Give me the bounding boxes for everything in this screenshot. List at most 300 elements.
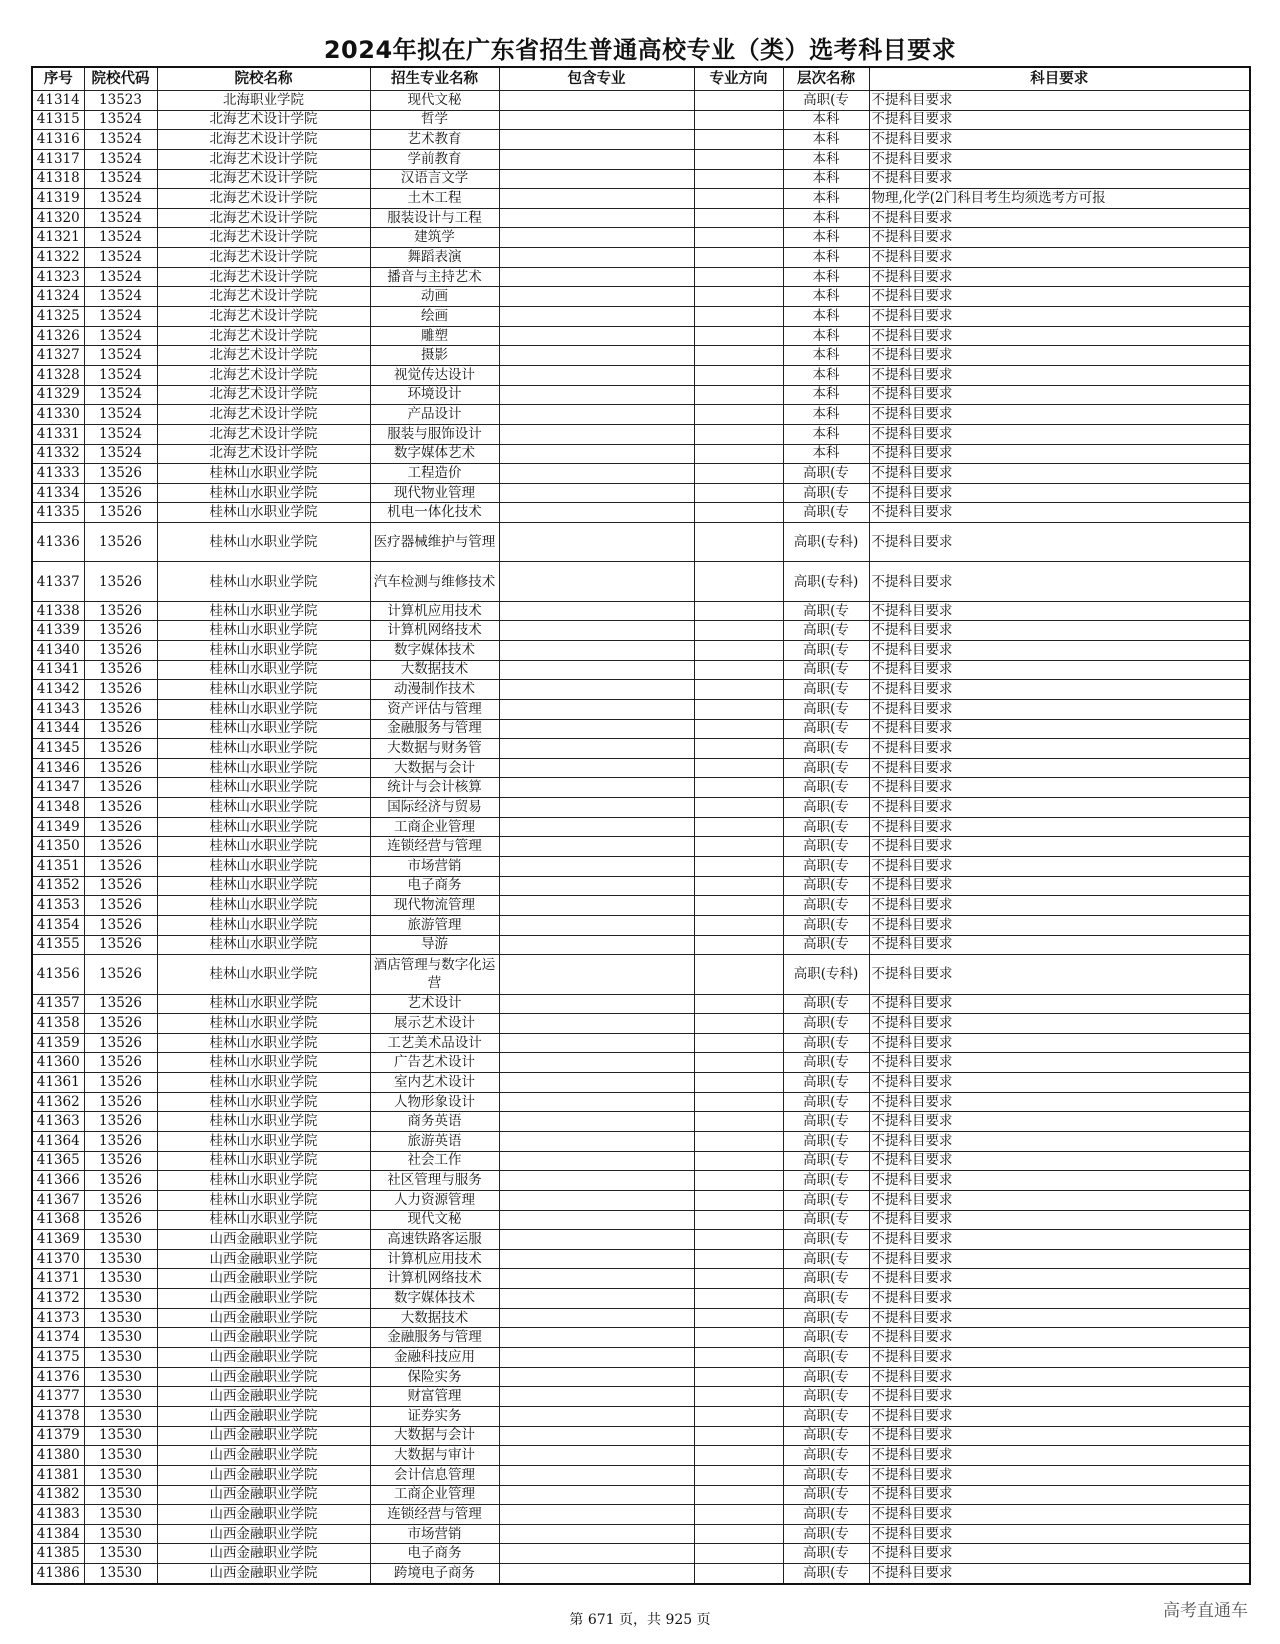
header-subject-requirement: 科目要求: [869, 67, 1250, 91]
cell-major-name: 绘画: [370, 307, 499, 327]
table-row: [32, 1112, 1250, 1132]
cell-major-name: 汽车检测与维修技术: [370, 562, 499, 601]
cell-seq: 41380: [32, 1446, 84, 1466]
cell-subject-requirement: 不提科目要求: [869, 1171, 1250, 1191]
cell-school-name: 山西金融职业学院: [157, 1446, 370, 1466]
cell-major-name: 数字媒体技术: [370, 1289, 499, 1309]
cell-major-name: 产品设计: [370, 405, 499, 425]
cell-major-direction: [694, 208, 783, 228]
table-row: [32, 91, 1250, 111]
cell-included-majors: [499, 1308, 694, 1328]
cell-subject-requirement: 不提科目要求: [869, 248, 1250, 268]
cell-subject-requirement: 不提科目要求: [869, 326, 1250, 346]
cell-school-name: 北海艺术设计学院: [157, 405, 370, 425]
cell-major-name: 计算机网络技术: [370, 621, 499, 641]
cell-major-name: 大数据与财务管: [370, 739, 499, 759]
cell-school-name: 桂林山水职业学院: [157, 1190, 370, 1210]
cell-level: 高职(专: [783, 1505, 869, 1525]
table-row: [32, 1190, 1250, 1210]
cell-school-name: 北海艺术设计学院: [157, 169, 370, 189]
table-row: [32, 1387, 1250, 1407]
cell-level: 本科: [783, 424, 869, 444]
cell-major-direction: [694, 1544, 783, 1564]
cell-school-code: 13526: [84, 798, 157, 818]
cell-subject-requirement: 不提科目要求: [869, 1367, 1250, 1387]
cell-major-name: 电子商务: [370, 876, 499, 896]
table-row: [32, 1014, 1250, 1034]
table-row: [32, 523, 1250, 562]
cell-major-name: 大数据与审计: [370, 1446, 499, 1466]
cell-seq: 41325: [32, 307, 84, 327]
cell-included-majors: [499, 1210, 694, 1230]
cell-subject-requirement: 不提科目要求: [869, 1230, 1250, 1250]
cell-level: 高职(专: [783, 1485, 869, 1505]
cell-included-majors: [499, 523, 694, 562]
cell-school-name: 北海艺术设计学院: [157, 110, 370, 130]
cell-included-majors: [499, 915, 694, 935]
cell-subject-requirement: 不提科目要求: [869, 1033, 1250, 1053]
cell-major-name: 艺术设计: [370, 994, 499, 1014]
cell-seq: 41341: [32, 660, 84, 680]
cell-included-majors: [499, 1446, 694, 1466]
cell-included-majors: [499, 935, 694, 955]
cell-major-direction: [694, 91, 783, 111]
cell-subject-requirement: 不提科目要求: [869, 208, 1250, 228]
cell-subject-requirement: 不提科目要求: [869, 1328, 1250, 1348]
cell-major-direction: [694, 424, 783, 444]
cell-school-code: 13524: [84, 307, 157, 327]
cell-subject-requirement: 不提科目要求: [869, 503, 1250, 523]
cell-major-name: 医疗器械维护与管理: [370, 523, 499, 562]
cell-school-name: 桂林山水职业学院: [157, 1132, 370, 1152]
cell-seq: 41339: [32, 621, 84, 641]
cell-school-name: 桂林山水职业学院: [157, 778, 370, 798]
cell-subject-requirement: 不提科目要求: [869, 857, 1250, 877]
cell-subject-requirement: 不提科目要求: [869, 562, 1250, 601]
cell-major-name: 现代物业管理: [370, 483, 499, 503]
cell-included-majors: [499, 464, 694, 484]
cell-level: 高职(专: [783, 1387, 869, 1407]
cell-included-majors: [499, 1112, 694, 1132]
cell-major-name: 播音与主持艺术: [370, 267, 499, 287]
table-row: [32, 955, 1250, 994]
cell-subject-requirement: 不提科目要求: [869, 1505, 1250, 1525]
cell-level: 高职(专科): [783, 562, 869, 601]
cell-included-majors: [499, 130, 694, 150]
cell-seq: 41356: [32, 955, 84, 994]
cell-seq: 41359: [32, 1033, 84, 1053]
cell-included-majors: [499, 189, 694, 209]
cell-subject-requirement: 不提科目要求: [869, 1073, 1250, 1093]
cell-school-name: 桂林山水职业学院: [157, 621, 370, 641]
cell-included-majors: [499, 1465, 694, 1485]
cell-major-direction: [694, 1485, 783, 1505]
cell-seq: 41349: [32, 817, 84, 837]
cell-major-direction: [694, 896, 783, 916]
cell-level: 高职(专: [783, 1230, 869, 1250]
cell-school-code: 13526: [84, 719, 157, 739]
cell-subject-requirement: 不提科目要求: [869, 758, 1250, 778]
cell-included-majors: [499, 1230, 694, 1250]
cell-school-name: 桂林山水职业学院: [157, 483, 370, 503]
cell-subject-requirement: 不提科目要求: [869, 307, 1250, 327]
cell-included-majors: [499, 739, 694, 759]
cell-level: 高职(专: [783, 994, 869, 1014]
cell-included-majors: [499, 346, 694, 366]
cell-seq: 41365: [32, 1151, 84, 1171]
cell-school-name: 北海职业学院: [157, 91, 370, 111]
cell-major-direction: [694, 1112, 783, 1132]
cell-included-majors: [499, 876, 694, 896]
cell-seq: 41320: [32, 208, 84, 228]
cell-subject-requirement: 不提科目要求: [869, 1426, 1250, 1446]
cell-included-majors: [499, 1092, 694, 1112]
cell-school-code: 13524: [84, 385, 157, 405]
cell-level: 高职(专: [783, 1132, 869, 1152]
header-major-name: 招生专业名称: [370, 67, 499, 91]
cell-school-code: 13526: [84, 621, 157, 641]
cell-seq: 41340: [32, 640, 84, 660]
cell-included-majors: [499, 1053, 694, 1073]
cell-school-code: 13524: [84, 267, 157, 287]
cell-major-direction: [694, 385, 783, 405]
cell-major-direction: [694, 739, 783, 759]
cell-seq: 41370: [32, 1249, 84, 1269]
cell-major-name: 跨境电子商务: [370, 1564, 499, 1584]
cell-school-name: 桂林山水职业学院: [157, 798, 370, 818]
cell-level: 本科: [783, 110, 869, 130]
cell-level: 高职(专科): [783, 955, 869, 994]
table-row: [32, 837, 1250, 857]
cell-included-majors: [499, 208, 694, 228]
cell-seq: 41376: [32, 1367, 84, 1387]
cell-subject-requirement: 不提科目要求: [869, 719, 1250, 739]
cell-school-code: 13524: [84, 346, 157, 366]
cell-major-direction: [694, 1230, 783, 1250]
cell-included-majors: [499, 1190, 694, 1210]
cell-level: 高职(专: [783, 915, 869, 935]
cell-school-name: 桂林山水职业学院: [157, 1151, 370, 1171]
table-row: [32, 326, 1250, 346]
table-row: [32, 876, 1250, 896]
cell-major-direction: [694, 248, 783, 268]
cell-subject-requirement: 不提科目要求: [869, 1014, 1250, 1034]
table-row: [32, 1269, 1250, 1289]
cell-included-majors: [499, 955, 694, 994]
cell-included-majors: [499, 601, 694, 621]
cell-major-direction: [694, 1348, 783, 1368]
cell-major-direction: [694, 562, 783, 601]
cell-major-direction: [694, 1446, 783, 1466]
table-row: [32, 287, 1250, 307]
cell-major-direction: [694, 1190, 783, 1210]
cell-included-majors: [499, 503, 694, 523]
cell-seq: 41361: [32, 1073, 84, 1093]
cell-school-name: 桂林山水职业学院: [157, 464, 370, 484]
cell-school-code: 13530: [84, 1328, 157, 1348]
cell-level: 高职(专: [783, 621, 869, 641]
cell-major-direction: [694, 857, 783, 877]
cell-major-name: 工艺美术品设计: [370, 1033, 499, 1053]
table-row: [32, 149, 1250, 169]
table-row: [32, 915, 1250, 935]
cell-school-name: 桂林山水职业学院: [157, 1033, 370, 1053]
cell-level: 高职(专: [783, 1190, 869, 1210]
cell-seq: 41372: [32, 1289, 84, 1309]
cell-school-name: 桂林山水职业学院: [157, 857, 370, 877]
cell-school-code: 13524: [84, 405, 157, 425]
cell-major-name: 哲学: [370, 110, 499, 130]
table-row: [32, 1132, 1250, 1152]
cell-subject-requirement: 不提科目要求: [869, 1210, 1250, 1230]
cell-included-majors: [499, 896, 694, 916]
cell-school-code: 13526: [84, 1210, 157, 1230]
cell-seq: 41379: [32, 1426, 84, 1446]
cell-school-name: 桂林山水职业学院: [157, 601, 370, 621]
table-row: [32, 1033, 1250, 1053]
cell-school-name: 山西金融职业学院: [157, 1465, 370, 1485]
table-row: [32, 228, 1250, 248]
cell-included-majors: [499, 1524, 694, 1544]
cell-school-name: 桂林山水职业学院: [157, 1053, 370, 1073]
header-included-majors: 包含专业: [499, 67, 694, 91]
table-row: [32, 1230, 1250, 1250]
cell-school-name: 北海艺术设计学院: [157, 307, 370, 327]
cell-level: 高职(专: [783, 699, 869, 719]
table-row: [32, 1073, 1250, 1093]
cell-major-direction: [694, 601, 783, 621]
cell-level: 高职(专: [783, 1348, 869, 1368]
table-row: [32, 817, 1250, 837]
cell-subject-requirement: 不提科目要求: [869, 267, 1250, 287]
cell-included-majors: [499, 758, 694, 778]
cell-major-direction: [694, 287, 783, 307]
cell-major-direction: [694, 1426, 783, 1446]
cell-seq: 41346: [32, 758, 84, 778]
cell-seq: 41322: [32, 248, 84, 268]
cell-included-majors: [499, 680, 694, 700]
table-row: [32, 935, 1250, 955]
cell-seq: 41331: [32, 424, 84, 444]
cell-seq: 41329: [32, 385, 84, 405]
cell-seq: 41371: [32, 1269, 84, 1289]
cell-seq: 41354: [32, 915, 84, 935]
cell-level: 高职(专: [783, 1446, 869, 1466]
cell-seq: 41317: [32, 149, 84, 169]
cell-major-direction: [694, 1073, 783, 1093]
cell-included-majors: [499, 562, 694, 601]
cell-included-majors: [499, 1406, 694, 1426]
cell-major-name: 计算机应用技术: [370, 601, 499, 621]
cell-major-direction: [694, 660, 783, 680]
header-major-direction: 专业方向: [694, 67, 783, 91]
cell-school-code: 13523: [84, 91, 157, 111]
cell-major-direction: [694, 1465, 783, 1485]
cell-level: 高职(专: [783, 837, 869, 857]
cell-school-name: 北海艺术设计学院: [157, 424, 370, 444]
cell-included-majors: [499, 365, 694, 385]
cell-major-name: 财富管理: [370, 1387, 499, 1407]
cell-school-code: 13524: [84, 110, 157, 130]
table-row: [32, 739, 1250, 759]
cell-school-name: 桂林山水职业学院: [157, 1210, 370, 1230]
cell-major-direction: [694, 699, 783, 719]
cell-seq: 41366: [32, 1171, 84, 1191]
cell-seq: 41323: [32, 267, 84, 287]
cell-subject-requirement: 不提科目要求: [869, 149, 1250, 169]
cell-major-name: 保险实务: [370, 1367, 499, 1387]
cell-school-code: 13530: [84, 1367, 157, 1387]
cell-included-majors: [499, 385, 694, 405]
cell-included-majors: [499, 778, 694, 798]
cell-level: 高职(专: [783, 680, 869, 700]
cell-major-direction: [694, 778, 783, 798]
cell-school-code: 13526: [84, 778, 157, 798]
cell-school-name: 桂林山水职业学院: [157, 719, 370, 739]
cell-school-name: 北海艺术设计学院: [157, 287, 370, 307]
cell-included-majors: [499, 1151, 694, 1171]
cell-subject-requirement: 不提科目要求: [869, 680, 1250, 700]
table-row: [32, 1465, 1250, 1485]
cell-subject-requirement: 不提科目要求: [869, 1269, 1250, 1289]
cell-subject-requirement: 不提科目要求: [869, 444, 1250, 464]
cell-major-name: 动画: [370, 287, 499, 307]
table-row: [32, 778, 1250, 798]
cell-level: 高职(专: [783, 1524, 869, 1544]
cell-school-code: 13530: [84, 1505, 157, 1525]
cell-major-direction: [694, 817, 783, 837]
table-row: [32, 1426, 1250, 1446]
cell-major-name: 大数据与会计: [370, 1426, 499, 1446]
cell-school-code: 13526: [84, 1033, 157, 1053]
cell-included-majors: [499, 1033, 694, 1053]
cell-level: 高职(专: [783, 1308, 869, 1328]
cell-level: 本科: [783, 444, 869, 464]
cell-major-name: 环境设计: [370, 385, 499, 405]
cell-included-majors: [499, 621, 694, 641]
cell-school-code: 13530: [84, 1426, 157, 1446]
table-row: [32, 1210, 1250, 1230]
cell-school-name: 北海艺术设计学院: [157, 385, 370, 405]
cell-school-code: 13524: [84, 248, 157, 268]
cell-school-code: 13524: [84, 365, 157, 385]
cell-subject-requirement: 不提科目要求: [869, 915, 1250, 935]
cell-school-code: 13526: [84, 857, 157, 877]
cell-school-code: 13524: [84, 169, 157, 189]
cell-included-majors: [499, 1367, 694, 1387]
cell-school-code: 13526: [84, 837, 157, 857]
table-row: [32, 1485, 1250, 1505]
cell-major-direction: [694, 1289, 783, 1309]
cell-subject-requirement: 不提科目要求: [869, 405, 1250, 425]
cell-level: 高职(专: [783, 601, 869, 621]
cell-major-name: 学前教育: [370, 149, 499, 169]
table-row: [32, 621, 1250, 641]
cell-subject-requirement: 不提科目要求: [869, 1308, 1250, 1328]
cell-seq: 41338: [32, 601, 84, 621]
cell-level: 高职(专: [783, 1289, 869, 1309]
cell-seq: 41378: [32, 1406, 84, 1426]
cell-school-name: 山西金融职业学院: [157, 1524, 370, 1544]
cell-school-name: 桂林山水职业学院: [157, 1092, 370, 1112]
cell-school-name: 山西金融职业学院: [157, 1544, 370, 1564]
table-row: [32, 130, 1250, 150]
cell-major-name: 舞蹈表演: [370, 248, 499, 268]
cell-major-direction: [694, 267, 783, 287]
cell-included-majors: [499, 1328, 694, 1348]
cell-included-majors: [499, 483, 694, 503]
cell-major-direction: [694, 1053, 783, 1073]
cell-seq: 41330: [32, 405, 84, 425]
cell-major-direction: [694, 523, 783, 562]
cell-level: 本科: [783, 130, 869, 150]
cell-school-code: 13526: [84, 1112, 157, 1132]
cell-major-direction: [694, 1308, 783, 1328]
cell-major-direction: [694, 1387, 783, 1407]
cell-school-name: 北海艺术设计学院: [157, 326, 370, 346]
table-row: [32, 1053, 1250, 1073]
cell-major-name: 人力资源管理: [370, 1190, 499, 1210]
cell-school-name: 山西金融职业学院: [157, 1269, 370, 1289]
cell-school-code: 13524: [84, 424, 157, 444]
cell-major-direction: [694, 1249, 783, 1269]
cell-school-code: 13530: [84, 1289, 157, 1309]
table-row: [32, 365, 1250, 385]
cell-included-majors: [499, 1073, 694, 1093]
cell-subject-requirement: 不提科目要求: [869, 1190, 1250, 1210]
cell-school-code: 13530: [84, 1406, 157, 1426]
cell-major-direction: [694, 464, 783, 484]
cell-level: 本科: [783, 208, 869, 228]
cell-major-name: 连锁经营与管理: [370, 1505, 499, 1525]
cell-major-direction: [694, 444, 783, 464]
cell-school-code: 13530: [84, 1465, 157, 1485]
cell-included-majors: [499, 267, 694, 287]
cell-school-name: 桂林山水职业学院: [157, 837, 370, 857]
cell-school-code: 13530: [84, 1269, 157, 1289]
cell-school-name: 北海艺术设计学院: [157, 365, 370, 385]
cell-major-direction: [694, 169, 783, 189]
cell-major-direction: [694, 228, 783, 248]
cell-level: 高职(专: [783, 857, 869, 877]
cell-subject-requirement: 不提科目要求: [869, 287, 1250, 307]
cell-major-direction: [694, 1505, 783, 1525]
cell-school-code: 13524: [84, 149, 157, 169]
cell-seq: 41315: [32, 110, 84, 130]
cell-major-name: 动漫制作技术: [370, 680, 499, 700]
cell-seq: 41375: [32, 1348, 84, 1368]
cell-included-majors: [499, 837, 694, 857]
cell-subject-requirement: 不提科目要求: [869, 1151, 1250, 1171]
cell-school-name: 桂林山水职业学院: [157, 1014, 370, 1034]
cell-included-majors: [499, 994, 694, 1014]
cell-seq: 41334: [32, 483, 84, 503]
cell-major-direction: [694, 994, 783, 1014]
cell-level: 高职(专: [783, 91, 869, 111]
page-title: 2024年拟在广东省招生普通高校专业（类）选考科目要求: [323, 36, 957, 64]
cell-school-code: 13530: [84, 1249, 157, 1269]
cell-school-name: 桂林山水职业学院: [157, 758, 370, 778]
table-row: [32, 385, 1250, 405]
cell-seq: 41343: [32, 699, 84, 719]
cell-school-code: 13530: [84, 1348, 157, 1368]
cell-seq: 41353: [32, 896, 84, 916]
cell-school-code: 13524: [84, 208, 157, 228]
cell-major-name: 大数据与会计: [370, 758, 499, 778]
cell-school-name: 山西金融职业学院: [157, 1485, 370, 1505]
cell-major-name: 市场营销: [370, 857, 499, 877]
cell-major-direction: [694, 680, 783, 700]
